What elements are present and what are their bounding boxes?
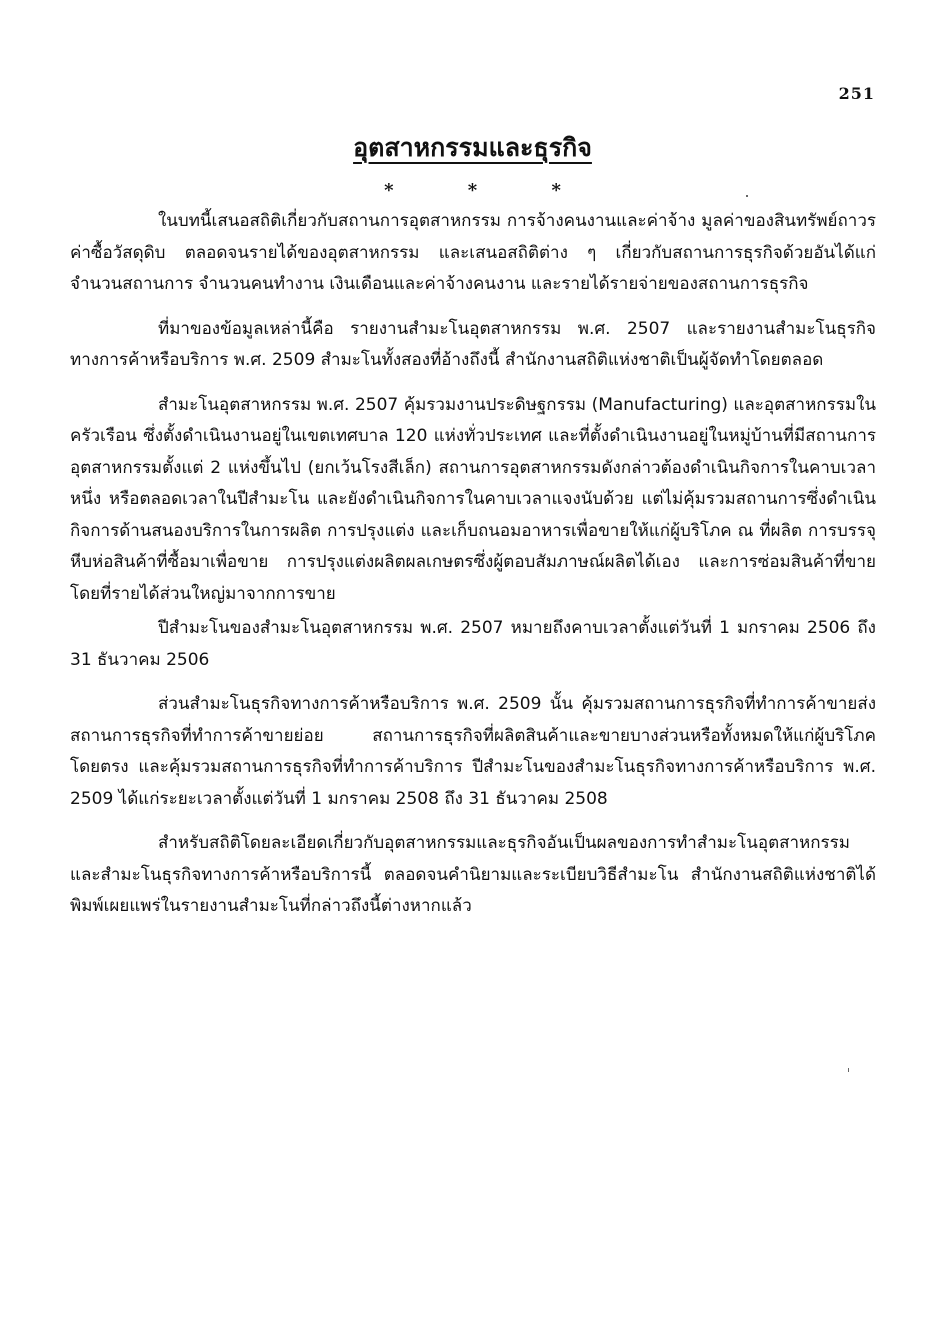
paragraph-sources: ที่มาของข้อมูลเหล่านี้คือ รายงานสำมะโนอุตสาหกรรม พ.ศ. 2507 และรายงานสำมะโนธุรกิจทางการค้าหรือบริการ พ.ศ. 2509 สำมะโนทั้งสองที่อ้างถึงนี้ สำนักงานสถิติแห่งชาติเป็นผู้จัดทำโดยตลอด bbox=[70, 318, 876, 370]
page-title: อุตสาหกรรมและธุรกิจ bbox=[353, 133, 592, 162]
paragraph-census-year: ปีสำมะโนของสำมะโนอุตสาหกรรม พ.ศ. 2507 หมายถึงคาบเวลาตั้งแต่วันที่ 1 มกราคม 2506 ถึง 31 ธันวาคม 2506 bbox=[70, 618, 876, 670]
section-separator: * * * bbox=[384, 180, 595, 201]
body-text bbox=[70, 206, 876, 936]
paragraph-further-details: สำหรับสถิติโดยละเอียดเกี่ยวกับอุตสาหกรรมและธุรกิจอันเป็นผลของการทำสำมะโนอุตสาหกรรมและสำมะโนธุรกิจทางการค้าหรือบริการนี้ ตลอดจนคำนิยามและระเบียบวิธีสำมะโน สำนักงานสถิติแห่งชาติได้พิมพ์เผยแพร่ในรายงานสำมะโนที่กล่าวถึงนี้ต่างหากแล้ว bbox=[70, 833, 876, 916]
paragraph-business-census-scope: ส่วนสำมะโนธุรกิจทางการค้าหรือบริการ พ.ศ. 2509 นั้น คุ้มรวมสถานการธุรกิจที่ทำการค้าขายส่ง สถานการธุรกิจที่ทำการค้าขายย่อย สถานการธุรกิจที่ผลิตสินค้าและขายบางส่วนหรือทั้งหมดให้แก่ผู้บริโภคโดยตรง และคุ้มรวมสถานการธุรกิจที่ทำการค้าบริการ ปีสำมะโนของสำมะโนธุรกิจทางการค้าหรือบริการ พ.ศ. 2509 ได้แก่ระยะเวลาตั้งแต่วันที่ 1 มกราคม 2508 ถึง 31 ธันวาคม 2508 bbox=[70, 694, 876, 809]
paragraph-intro: ในบทนี้เสนอสถิติเกี่ยวกับสถานการอุตสาหกรรม การจ้างคนงานและค่าจ้าง มูลค่าของสินทรัพย์ถาวร ค่าซื้อวัสดุดิบ ตลอดจนรายได้ของอุตสาหกรรม และเสนอสถิติต่าง ๆ เกี่ยวกับสถานการธุรกิจด้วยอันได้แก่ จำนวนสถานการ จำนวนคนทำงาน เงินเดือนและค่าจ้างคนงาน และรายได้รายจ่ายของสถานการธุรกิจ bbox=[70, 211, 876, 294]
page-number: 251 bbox=[838, 84, 875, 103]
scan-speck bbox=[746, 195, 748, 197]
scan-speck bbox=[848, 1068, 849, 1072]
paragraph-industrial-census-scope: สำมะโนอุตสาหกรรม พ.ศ. 2507 คุ้มรวมงานประดิษฐกรรม (Manufacturing) และอุตสาหกรรมในครัวเรือน ซึ่งตั้งดำเนินงานอยู่ในเขตเทศบาล 120 แห่งทั่วประเทศ และที่ตั้งดำเนินงานอยู่ในหมู่บ้านที่มีสถานการอุตสาหกรรมตั้งแต่ 2 แห่งขึ้นไป (ยกเว้นโรงสีเล็ก) สถานการอุตสาหกรรมดังกล่าวต้องดำเนินกิจการในคาบเวลาหนึ่ง หรือตลอดเวลาในปีสำมะโน และยังดำเนินกิจการในคาบเวลาแจงนับด้วย แต่ไม่คุ้มรวมสถานการซึ่งดำเนินกิจการด้านสนองบริการในการผลิต การปรุงแต่ง และเก็บถนอมอาหารเพื่อขายให้แก่ผู้บริโภค ณ ที่ผลิต การบรรจุหีบห่อสินค้าที่ซื้อมาเพื่อขาย การปรุงแต่งผลิตผลเกษตรซึ่งผู้ตอบสัมภาษณ์ผลิตได้เอง และการซ่อมสินค้าที่ขายโดยที่รายได้ส่วนใหญ่มาจากการขาย bbox=[70, 394, 876, 604]
